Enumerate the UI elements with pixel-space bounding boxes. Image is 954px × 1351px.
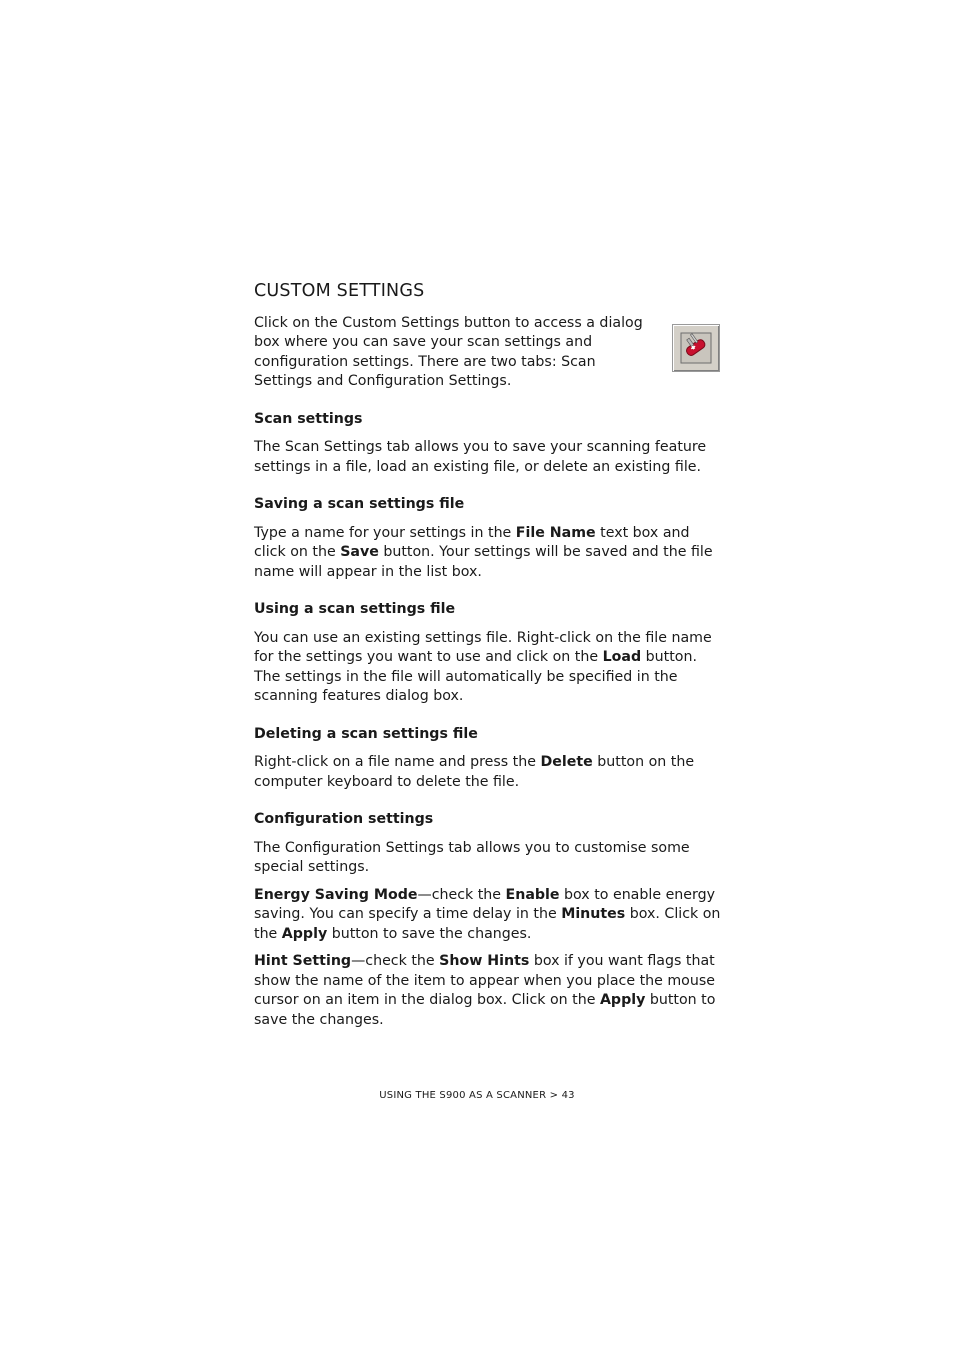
scan-settings-paragraph: The Scan Settings tab allows you to save your scanning feature settings in a file, load an existing file, or delete an existing file. (254, 439, 707, 475)
page-content (254, 282, 724, 1048)
deleting-paragraph: Right-click on a file name and press the Delete button on the computer keyboard to delete the file. (254, 754, 695, 790)
custom-settings-icon (672, 324, 720, 372)
section-heading: CUSTOM SETTINGS (254, 281, 425, 301)
intro-paragraph: Click on the Custom Settings button to access a dialog box where you can save your scan settings and configuration settings. There are two tabs: Scan Settings and Configuration Settings. (254, 314, 643, 389)
page-footer: USING THE S900 AS A SCANNER > 43 (379, 1090, 575, 1101)
saving-paragraph: Type a name for your settings in the File Name text box and click on the Save button. Your settings will be saved and the file name will appear in the list box. (254, 524, 713, 580)
configuration-paragraph: The Configuration Settings tab allows you to customise some special settings. (254, 839, 690, 875)
deleting-heading: Deleting a scan settings file (254, 725, 478, 742)
intro-block (254, 314, 724, 392)
energy-saving-paragraph: Energy Saving Mode—check the Enable box to enable energy saving. You can specify a time delay in the Minutes box. Click on the Apply button to save the changes. (254, 886, 721, 942)
scan-settings-heading: Scan settings (254, 410, 363, 427)
using-paragraph: You can use an existing settings file. Right-click on the file name for the settings you want to use and click on the Load button. The settings in the file will automatically be specified in the scanning features dialog box. (254, 629, 712, 704)
configuration-heading: Configuration settings (254, 811, 434, 827)
using-heading: Using a scan settings file (254, 601, 456, 617)
saving-heading: Saving a scan settings file (254, 496, 465, 512)
hint-setting-paragraph: Hint Setting—check the Show Hints box if you want flags that show the name of the item to appear when you place the mouse cursor on an item in the dialog box. Click on the Apply button to save the changes. (254, 953, 716, 1028)
